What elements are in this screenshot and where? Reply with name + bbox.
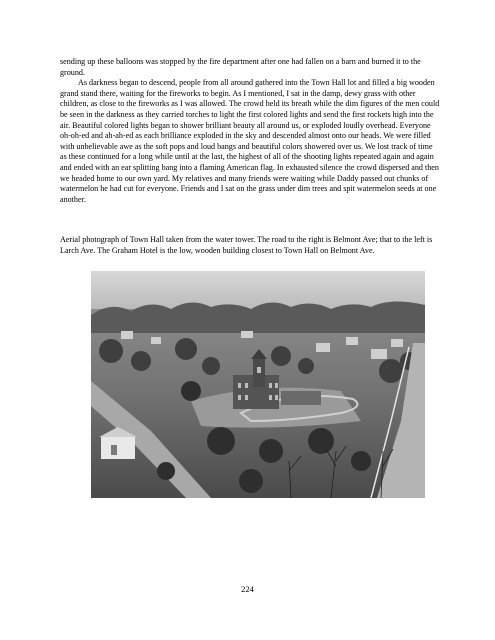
- paragraph-fireworks: As darkness began to descend, people from all around gathered into the Town Hall lot and filled a big wooden grand stand there, waiting for the fireworks to begin. As I mentioned, I sat in the damp, dewy grass with other children, as close to the fireworks as I was allowed. The crowd held its breath while the dim figures of the men could be seen in the darkness as they carried torches to light the first colored lights and send the first rockets high into the air. Beautiful colored lights began to shower brilliant beauty all around us, or exploded loudly overhead. Everyone oh-oh-ed and ah-ah-ed as each brilliance exploded in the sky and descended almost onto our heads. We were filled with unbelievable awe as the soft pops and loud bangs and beautiful colors showered over us. We lost track of time as these continued for a long while until at the last, the highest of all of the shooting lights repeated again and again and ended with an ear splitting bang into a flaming American flag. In exhausted silence the crowd dispersed and then we headed home to our own yard. My relatives and many friends were waiting while Daddy passed out chunks of watermelon he had cut for everyone. Friends and I sat on the grass under dim trees and spit watermelon seeds at one another.: [60, 78, 440, 204]
- paragraph-continued: sending up these balloons was stopped by the fire department after one had fallen on a barn and burned it to the ground.: [60, 57, 421, 77]
- photo-caption: Aerial photograph of Town Hall taken from the water tower. The road to the right is Belmont Ave; that to the left is Larch Ave. The Graham Hotel is the low, wooden building closest to Town Hall on Belmont Ave.: [60, 235, 433, 255]
- aerial-photograph: [91, 271, 425, 498]
- page-number: 224: [241, 584, 254, 594]
- body-text: [60, 57, 440, 205]
